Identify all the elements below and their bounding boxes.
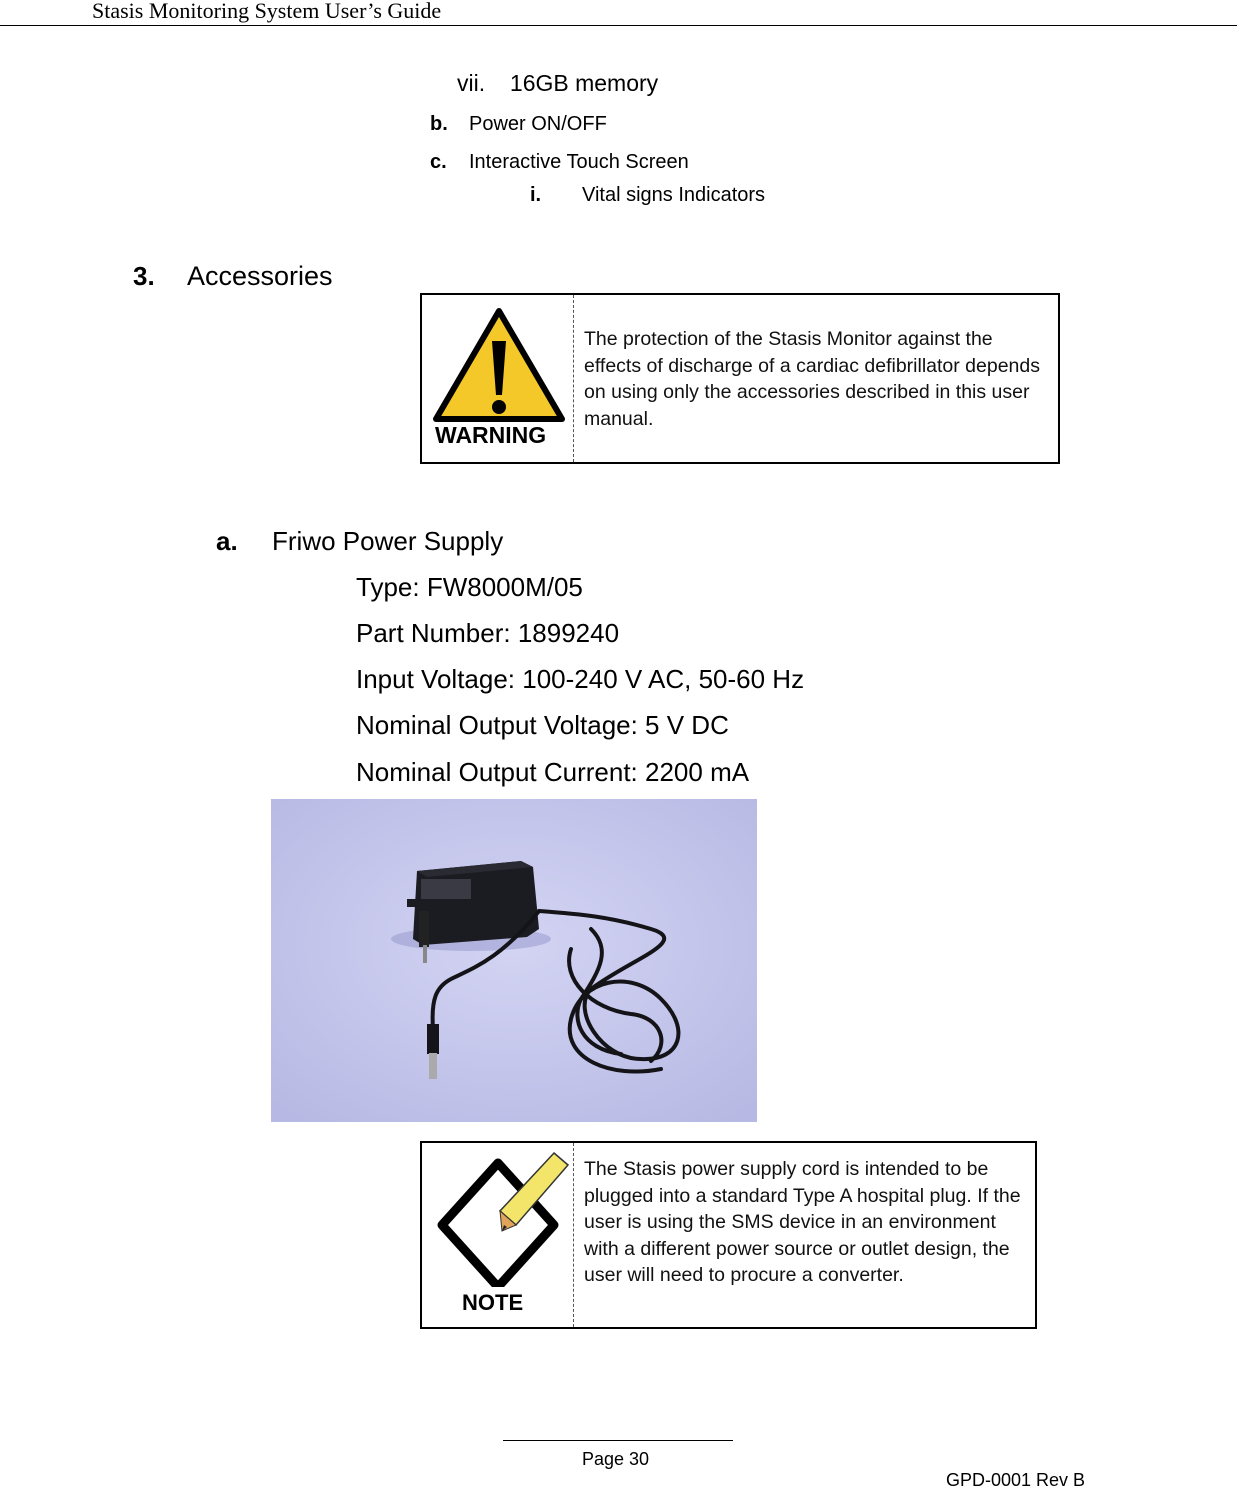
warning-label: WARNING bbox=[435, 422, 547, 448]
section-title: Accessories bbox=[187, 261, 333, 291]
subitem-text: Vital signs Indicators bbox=[582, 184, 766, 206]
accessory-marker: a. bbox=[216, 526, 238, 556]
list-item-b bbox=[430, 113, 448, 136]
spec-part-number: Part Number: 1899240 bbox=[356, 618, 620, 648]
power-supply-photo bbox=[271, 799, 757, 1122]
note-box bbox=[420, 1141, 1037, 1329]
page-number: Page 30 bbox=[582, 1449, 650, 1469]
section-number: 3. bbox=[133, 261, 155, 291]
list-item-c bbox=[430, 151, 447, 174]
spec-input-voltage: Input Voltage: 100-240 V AC, 50-60 Hz bbox=[356, 664, 805, 694]
note-divider bbox=[573, 1143, 574, 1327]
note-text: The Stasis power supply cord is intended to be plugged into a standard Type A hospital plug. If the user is using the SMS device in an environment with a different power source or outlet design, the user will need to procure a converter. bbox=[584, 1158, 1021, 1286]
list-text: 16GB memory bbox=[509, 70, 659, 96]
list-marker: vii. bbox=[457, 70, 486, 96]
spec-output-voltage: Nominal Output Voltage: 5 V DC bbox=[356, 710, 729, 740]
header-title: Stasis Monitoring System User’s Guide bbox=[92, 0, 442, 23]
list-text-touch: Interactive Touch Screen bbox=[469, 151, 689, 173]
footer-rule bbox=[503, 1440, 733, 1441]
note-label: NOTE bbox=[462, 1290, 524, 1315]
list-marker: c. bbox=[430, 151, 447, 173]
header-rule bbox=[0, 25, 1237, 26]
accessory-name: Friwo Power Supply bbox=[272, 526, 504, 556]
list-text-power: Power ON/OFF bbox=[469, 113, 607, 135]
warning-divider bbox=[573, 295, 574, 462]
document-id: GPD-0001 Rev B bbox=[946, 1470, 1086, 1490]
warning-text: The protection of the Stasis Monitor against the effects of discharge of a cardiac defibrillator depends on using only the accessories described in this user manual. bbox=[584, 328, 1040, 430]
warning-icon bbox=[432, 307, 566, 423]
spec-output-current: Nominal Output Current: 2200 mA bbox=[356, 757, 750, 787]
subitem-marker: i. bbox=[530, 184, 542, 206]
list-item-vii bbox=[457, 70, 658, 97]
note-pencil-icon bbox=[436, 1147, 570, 1287]
list-marker: b. bbox=[430, 113, 448, 135]
warning-box bbox=[420, 293, 1060, 464]
spec-type: Type: FW8000M/05 bbox=[356, 572, 583, 602]
